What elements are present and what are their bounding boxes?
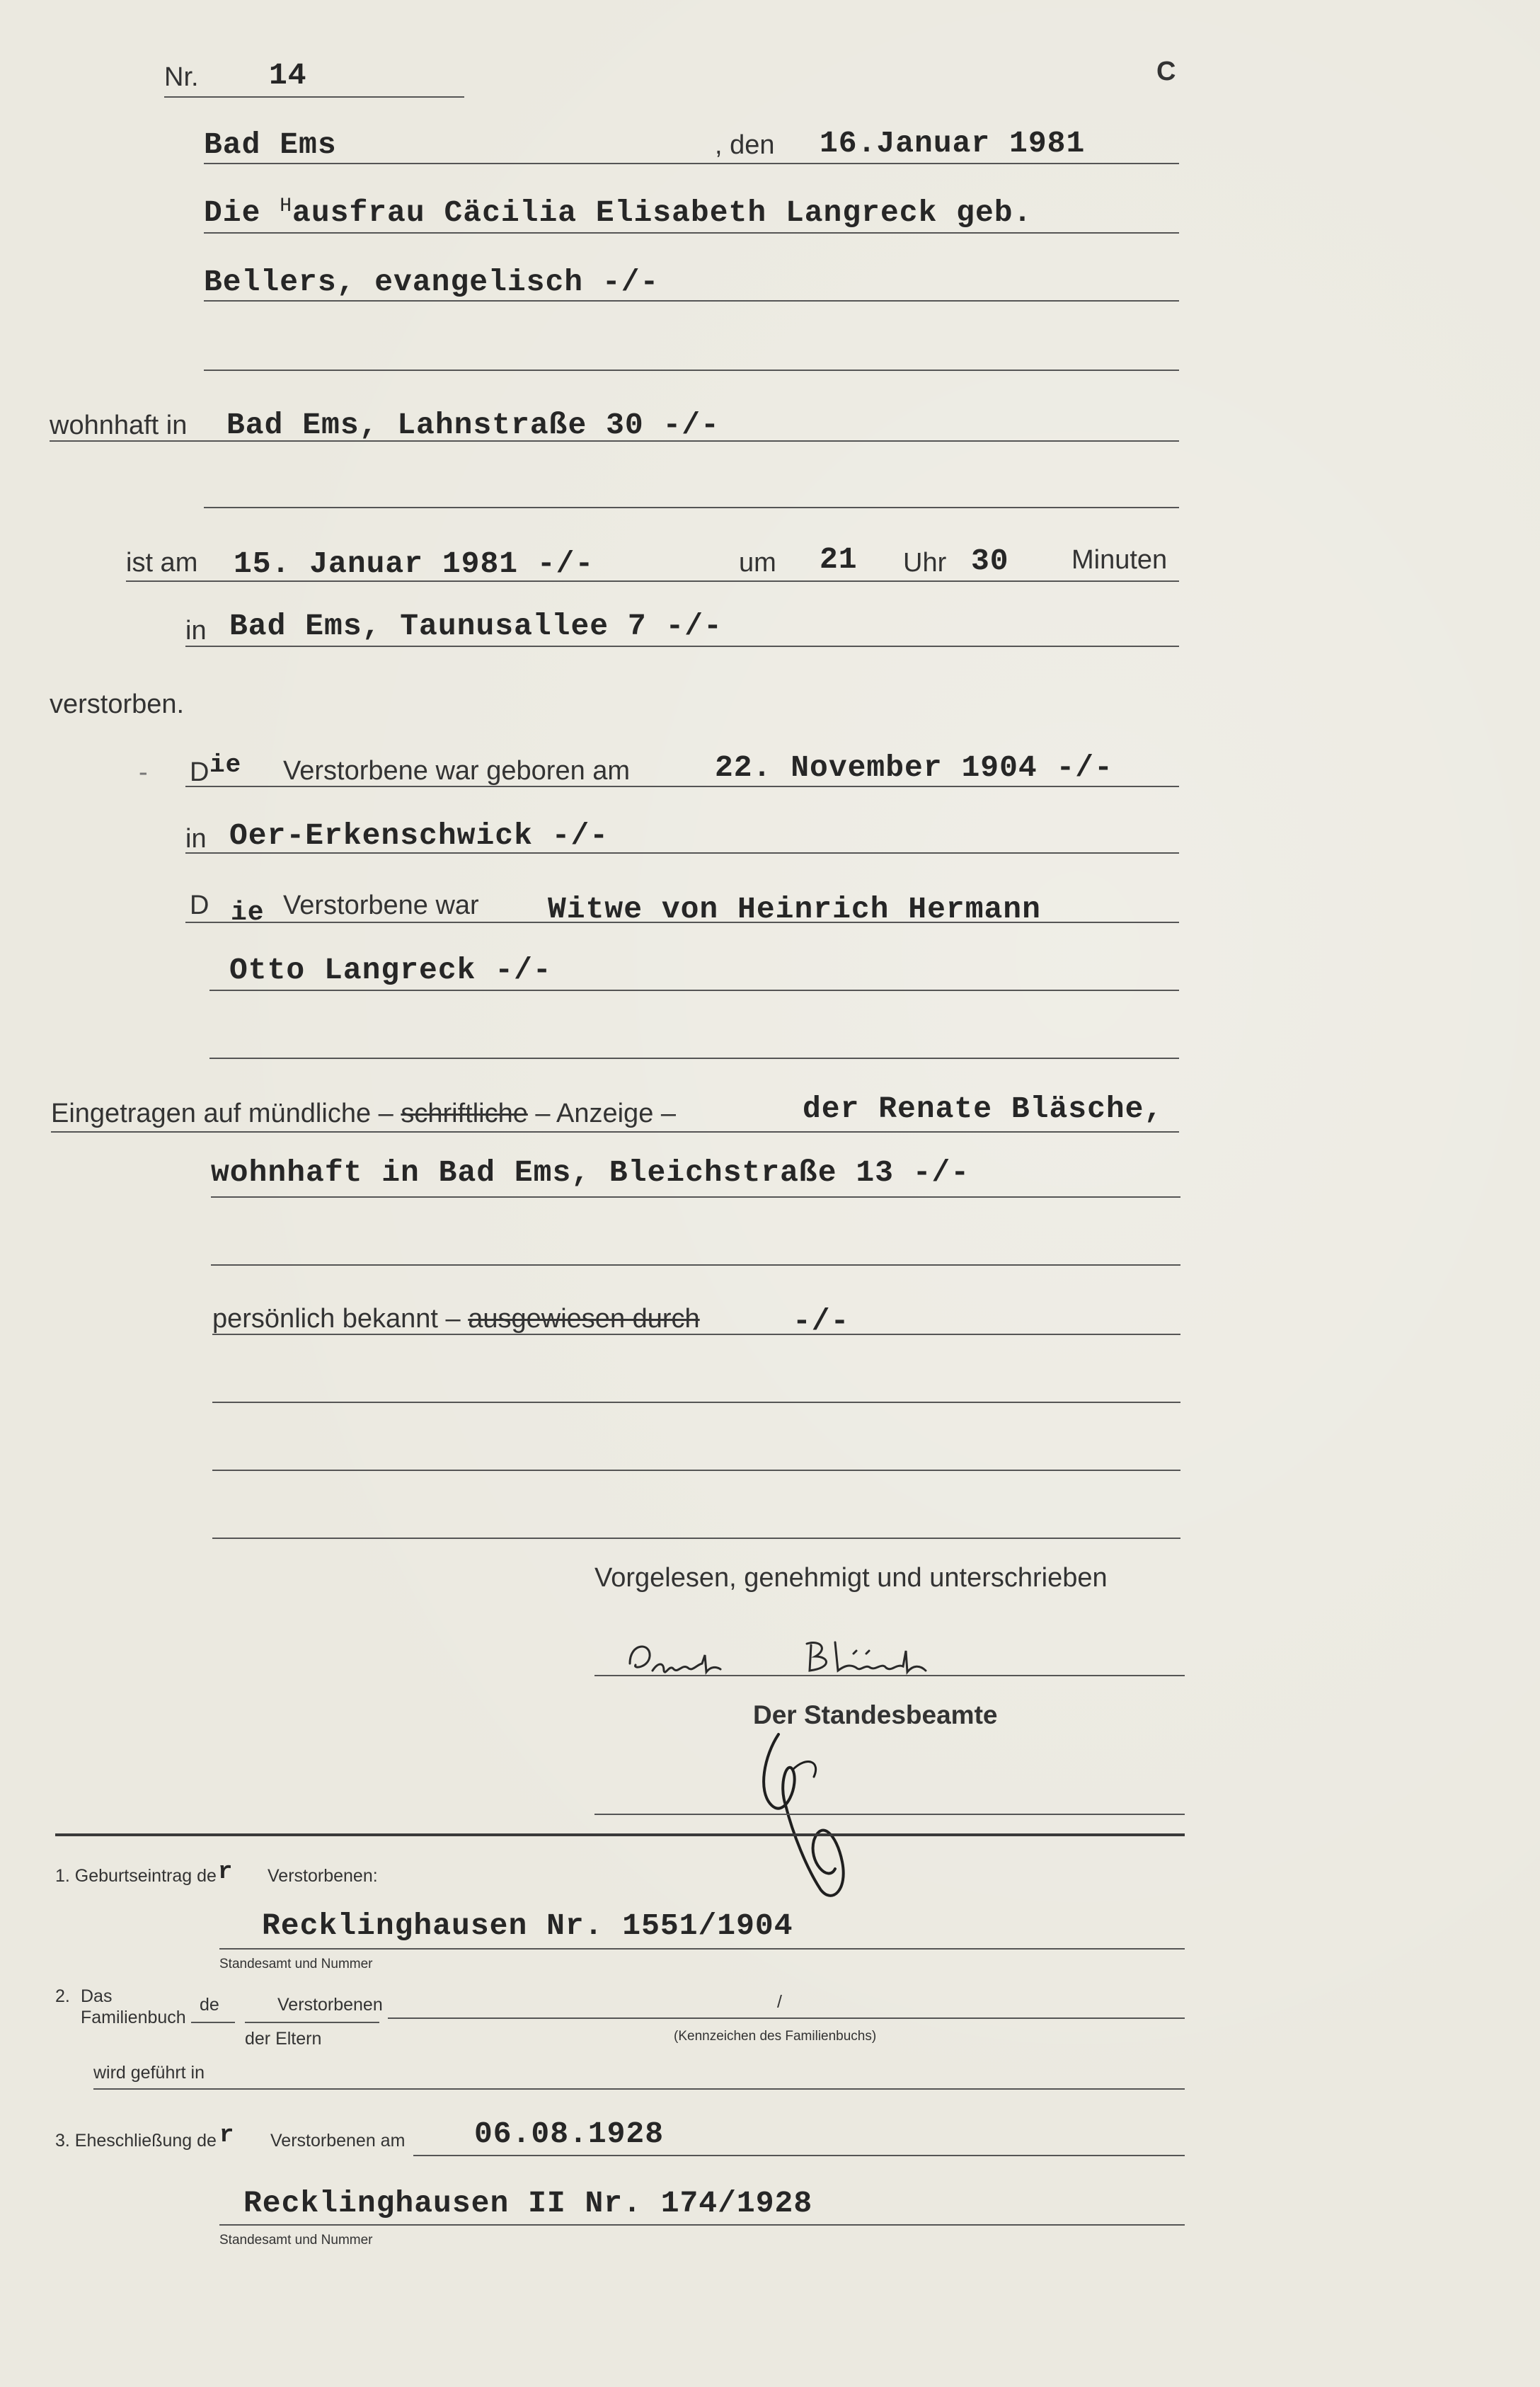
footer-item-2-caption: (Kennzeichen des Familienbuchs) [674,2029,877,2044]
registrar-signature [743,1727,899,1904]
footer-item-1-typed: r [218,1859,234,1886]
corner-letter: C [1156,57,1176,86]
blank-underline-3 [212,1538,1180,1539]
death-hour: 21 [820,542,858,577]
residence-underline [50,440,1179,442]
registration-underline-3 [211,1264,1180,1266]
footer-item-2-number: 2. [55,1986,70,2006]
marital-underline-2 [209,990,1179,991]
registration-label-part-2: – Anzeige – [535,1099,677,1128]
death-minutes: 30 [971,544,1009,578]
person-line-1-rest: ausfrau Cäcilia Elisabeth Langreck geb. [292,195,1033,230]
death-date: 15. Januar 1981 -/- [234,546,594,581]
birth-d-typed: ie [209,750,242,779]
footer-item-2-das: Das [81,1986,113,2006]
closing-statement: Vorgelesen, genehmigt und unterschrieben [594,1563,1108,1593]
footer-item-3-date-underline [413,2155,1185,2156]
footer-item-3-label-b: Verstorbenen am [270,2131,406,2151]
marital-d-letter: D [190,891,209,920]
birth-date: 22. November 1904 -/- [715,750,1113,785]
footer-item-2-de: de [200,1995,219,2015]
known-value: -/- [793,1304,850,1339]
footer-item-3-date: 06.08.1928 [474,2117,665,2151]
person-underline-1 [204,232,1179,234]
birth-place-underline [185,852,1179,854]
footer-item-2-verstorbenen: Verstorbenen [277,1995,383,2015]
person-underline-2 [204,300,1179,302]
person-line-2: Bellers, evangelisch -/- [204,265,660,299]
blank-underline-2 [212,1470,1180,1471]
residence-underline-2 [204,507,1179,508]
registration-value-2: wohnhaft in Bad Ems, Bleichstraße 13 -/- [211,1155,970,1190]
den-label: , den [715,130,775,160]
person-underline-3 [204,370,1179,371]
footer-item-1-value: Recklinghausen Nr. 1551/1904 [262,1908,793,1943]
footer-item-3-typed: r [219,2122,235,2149]
residence-label: wohnhaft in [50,411,188,440]
known-label-text: persönlich bekannt – [212,1304,461,1334]
registration-value-1: der Renate Bläsche, [803,1092,1163,1126]
known-label [212,1304,700,1334]
footer-item-2-underline [388,2017,1185,2019]
footer-item-3-value: Recklinghausen II Nr. 174/1928 [243,2186,813,2221]
nr-label: Nr. [164,62,199,92]
footer-item-1-label-b: Verstorbenen: [268,1866,378,1886]
footer-item-2-de-underline [191,2022,235,2023]
declarant-signature-line [594,1675,1185,1676]
known-underline [212,1334,1180,1335]
footer-item-3-caption: Standesamt und Nummer [219,2233,373,2248]
birth-d-letter: D [190,757,209,787]
birth-label: Verstorbene war geboren am [283,756,631,786]
registration-underline-2 [211,1196,1180,1198]
footer-item-1-label-a: 1. Geburtseintrag de [55,1866,217,1886]
death-place: Bad Ems, Taunusallee 7 -/- [229,609,723,643]
ist-am-label: ist am [126,548,198,578]
marital-label: Verstorbene war [283,891,479,920]
minuten-label: Minuten [1071,545,1168,575]
registration-underline-1 [51,1131,1179,1133]
registration-label-part-1: Eingetragen auf mündliche – [51,1099,393,1128]
person-line-1-prefix: Die [204,195,280,230]
record-number: 14 [269,58,307,93]
footer-item-3-underline [219,2224,1185,2226]
footer-item-2-eltern: der Eltern [245,2029,322,2049]
footer-item-2-option-divider [245,2022,379,2023]
death-date-underline [126,580,1179,582]
death-in-label: in [185,616,207,646]
footer-item-2-familienbuch: Familienbuch [81,2008,186,2027]
footer-item-3-label-a: 3. Eheschließung de [55,2131,217,2151]
um-label: um [739,548,776,578]
residence-value: Bad Ems, Lahnstraße 30 -/- [226,408,720,442]
blank-underline-1 [212,1402,1180,1403]
verstorben-label: verstorben. [50,689,185,719]
marital-underline-1 [185,922,1179,923]
footer-item-2-slash: / [777,1992,782,2012]
marital-underline-3 [209,1058,1179,1059]
person-line-1-superscript: H [280,195,293,217]
footer-item-2-gefuehrt-underline [93,2088,1185,2090]
birth-dash: - [139,757,148,787]
marital-value-1: Witwe von Heinrich Hermann [548,892,1041,927]
person-line-1 [204,195,1032,230]
birth-place: Oer-Erkenschwick -/- [229,818,609,853]
known-label-struck: ausgewiesen durch [468,1304,700,1334]
uhr-label: Uhr [903,548,947,578]
registration-label-struck: schriftliche [401,1099,528,1128]
footer-item-1-caption: Standesamt und Nummer [219,1957,373,1971]
marital-d-typed: ie [231,898,265,928]
footer-item-1-underline [219,1948,1185,1950]
footer-item-2-gefuehrt: wird geführt in [93,2063,205,2083]
death-place-underline [185,646,1179,647]
footer-separator [55,1833,1185,1836]
birth-in-label: in [185,824,207,854]
record-date: 16.Januar 1981 [820,126,1086,161]
place-date-underline [204,163,1179,164]
nr-underline [164,96,464,98]
marital-value-2: Otto Langreck -/- [229,953,552,988]
registration-label [51,1099,676,1129]
official-title: Der Standesbeamte [753,1700,998,1729]
registrar-signature-line [594,1814,1185,1815]
declarant-signature [623,1635,1019,1692]
place: Bad Ems [204,127,337,162]
birth-underline [185,786,1179,787]
